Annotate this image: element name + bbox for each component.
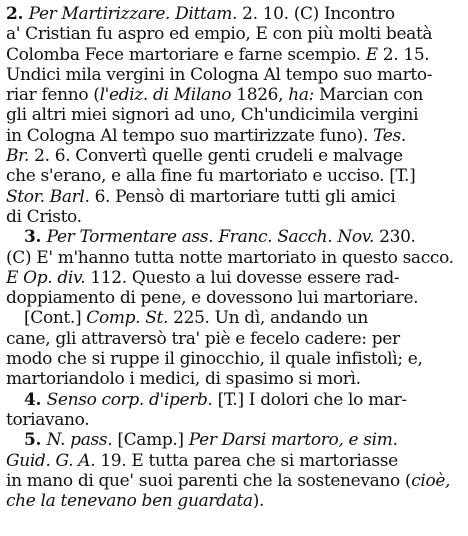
text-line <box>6 45 464 65</box>
text-line <box>6 146 464 166</box>
sense-number: 4. <box>24 389 47 410</box>
text-segment: 2. 6. Convertì quelle genti crudeli e malvage <box>29 146 403 167</box>
text-segment: 112. Questo a lui dovesse essere rad- <box>85 267 400 288</box>
text-segment: 19. E tutta parea che si martoriasse <box>95 450 398 471</box>
text-segment: cane, gli attraversò tra' piè e fecelo cadere: per <box>6 328 400 349</box>
text-segment: Marcian con <box>314 85 424 106</box>
citation-italic: l'ediz. di Milano <box>99 85 232 106</box>
sense-number: 5. <box>24 430 47 451</box>
text-segment: 1826, <box>231 85 289 106</box>
citation-italic: Tes. <box>373 125 406 146</box>
text-segment: 2. 15. <box>377 44 430 65</box>
text-line <box>6 207 464 227</box>
citation-italic: Per Martirizzare. Dittam. <box>28 4 238 24</box>
text-line <box>6 410 464 430</box>
text-segment: [Cont.] <box>24 308 87 329</box>
citation-italic: che la tenevano ben guardata <box>6 491 253 512</box>
text-line <box>6 4 464 24</box>
text-segment: martoriandolo i medici, di spasimo si morì. <box>6 369 361 390</box>
text-line <box>6 369 464 389</box>
text-line <box>6 166 464 186</box>
text-line <box>6 390 464 410</box>
text-segment: in mano di que' suoi parenti che la sostenevano ( <box>6 470 412 491</box>
text-line <box>6 105 464 125</box>
text-segment: in Cologna Al tempo suo martirizzate funo). <box>6 125 374 146</box>
sense-number: 2. <box>6 4 29 24</box>
citation-italic: ha: <box>288 85 314 106</box>
text-segment: che s'erano, e alla fine fu martoriato e ucciso. [T.] <box>6 166 416 187</box>
citation-italic: N. pass. <box>46 430 113 451</box>
text-segment: doppiamento di pene, e dovessono lui martoriare. <box>6 288 419 309</box>
text-line <box>6 227 464 247</box>
text-segment: (C) E' m'hanno tutta notte martoriato in questo sacco. <box>6 247 454 268</box>
text-line <box>6 248 464 268</box>
text-line <box>6 471 464 491</box>
text-segment: 230. <box>374 227 416 248</box>
text-segment: Colomba Fece martoriare e farne scempio. <box>6 44 366 65</box>
text-segment: toriavano. <box>6 409 90 430</box>
text-line <box>6 288 464 308</box>
citation-italic: E <box>365 44 378 65</box>
text-line <box>6 24 464 44</box>
citation-italic: Guid. G. A. <box>6 450 96 471</box>
text-line <box>6 349 464 369</box>
text-line <box>6 451 464 471</box>
text-segment: a' Cristian fu aspro ed empio, E con più molti beatà <box>6 24 433 45</box>
citation-italic: Senso corp. d'iperb. <box>46 389 213 410</box>
text-line <box>6 308 464 328</box>
citation-italic: E Op. div. <box>6 267 86 288</box>
citation-italic: Stor. Barl. <box>6 186 90 207</box>
citation-italic: Br. <box>6 146 30 167</box>
text-segment: modo che si ruppe il ginocchio, il quale infistolì; e, <box>6 349 423 370</box>
text-line <box>6 430 464 450</box>
text-segment: Undici mila vergini in Cologna Al tempo suo marto- <box>6 64 433 85</box>
citation-italic: Per Tormentare ass. Franc. Sacch. Nov. <box>46 227 375 248</box>
text-line <box>6 187 464 207</box>
sense-number: 3. <box>24 227 47 248</box>
text-segment: ). <box>252 491 265 512</box>
citation-italic: cioè, <box>411 470 451 491</box>
text-segment: di Cristo. <box>6 206 82 227</box>
citation-italic: Comp. St. <box>86 308 169 329</box>
text-segment: [Camp.] <box>112 430 189 451</box>
text-segment: 6. Pensò di martoriare tutti gli amici <box>89 186 396 207</box>
text-line <box>6 65 464 85</box>
text-segment: [T.] I dolori che lo mar- <box>212 389 407 410</box>
text-line <box>6 268 464 288</box>
citation-italic: Per Darsi martoro, e sim. <box>188 430 398 451</box>
text-line <box>6 329 464 349</box>
text-segment: gli altri miei signori ad uno, Ch'undicimila vergini <box>6 105 419 126</box>
text-segment: 2. 10. (C) Incontro <box>237 4 395 24</box>
text-line <box>6 491 464 511</box>
text-line <box>6 126 464 146</box>
text-line <box>6 85 464 105</box>
text-segment: 225. Un dì, andando un <box>168 308 368 329</box>
text-segment: riar fenno ( <box>6 85 100 106</box>
